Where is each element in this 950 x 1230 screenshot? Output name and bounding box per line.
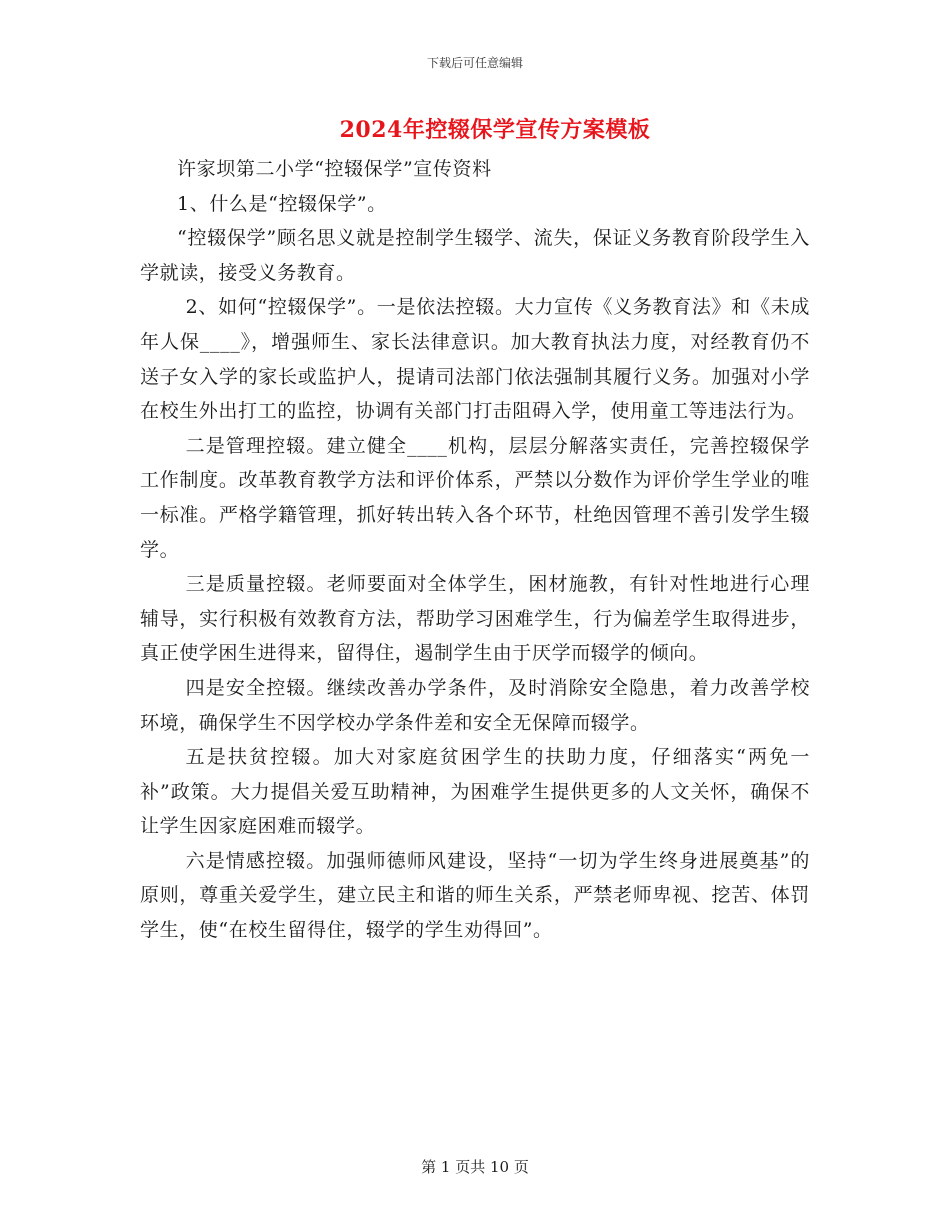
subtitle: 许家坝第二小学“控辍保学”宣传资料: [177, 158, 492, 180]
paragraph-3: 2、如何“控辍保学”。一是依法控辍。大力宣传《义务教育法》和《未成年人保____》，增强师生、家长法律意识。加大教育执法力度，对经教育仍不送子女入学的家长或监护人，提请司法部门依法强制其履行义务。加强对小学在校生外出打工的监控，协调有关部门打击阻碍入学，使用童工等违法行为。: [140, 296, 810, 423]
paragraph-7: 五是扶贫控辍。加大对家庭贫困学生的扶助力度，仔细落实“两免一补”政策。大力提倡关爱互助精神，为困难学生提供更多的人文关怀，确保不让学生因家庭困难而辍学。: [140, 746, 810, 838]
paragraph-6: 四是安全控辍。继续改善办学条件，及时消除安全隐患，着力改善学校环境，确保学生不因学校办学条件差和安全无保障而辍学。: [140, 676, 810, 734]
header-note: 下载后可任意编辑: [426, 56, 523, 70]
paragraph-5: 三是质量控辍。老师要面对全体学生，困材施教，有针对性地进行心理辅导，实行积极有效教育方法，帮助学习困难学生，行为偏差学生取得进步，真正使学困生进得来，留得住，遏制学生由于厌学而辍学的倾向。: [140, 573, 810, 665]
page-footer: 第 1 页共 10 页: [421, 1158, 529, 1176]
paragraph-1: 1、什么是“控辍保学”。: [177, 192, 387, 215]
document-body: [140, 152, 810, 948]
document-title: 2024年控辍保学宣传方案模板: [339, 117, 651, 143]
paragraph-2: “控辍保学”顾名思义就是控制学生辍学、流失，保证义务教育阶段学生入学就读，接受义务教育。: [140, 227, 810, 284]
paragraph-4: 二是管理控辍。建立健全____机构，层层分解落实责任，完善控辍保学工作制度。改革教育教学方法和评价体系，严禁以分数作为评价学生学业的唯一标准。严格学籍管理，抓好转出转入各个环节，杜绝因管理不善引发学生辍学。: [140, 434, 810, 561]
paragraph-8: 六是情感控辍。加强师德师风建设，坚持“一切为学生终身进展奠基”的原则，尊重关爱学生，建立民主和谐的师生关系，严禁老师卑视、挖苦、体罚学生，使“在校生留得住，辍学的学生劝得回”。: [140, 849, 810, 942]
